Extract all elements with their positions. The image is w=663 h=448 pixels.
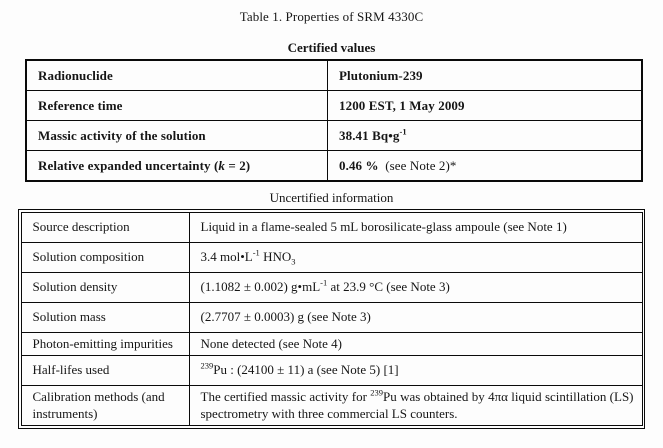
uncertified-information-frame xyxy=(18,209,645,429)
table-row xyxy=(21,212,642,242)
certified-values-heading: Certified values xyxy=(287,40,376,55)
table-row xyxy=(26,151,642,182)
row-value-solution-density: (1.1082 ± 0.002) $g•mL^{-1}$ at 23.9 °C (see Note 3) xyxy=(189,272,642,302)
table-row xyxy=(21,332,642,356)
table-row xyxy=(21,242,642,272)
row-label-solution-density: Solution density xyxy=(21,272,189,302)
row-label-expanded-uncertainty: Relative expanded uncertainty (k = 2) xyxy=(26,151,328,182)
table-row xyxy=(21,272,642,302)
certified-values-table xyxy=(25,59,643,182)
row-value-half-lifes-used: $^{239}$Pu : (24100 ± 11) a (see Note 5) [1] xyxy=(189,356,642,386)
row-label-solution-composition: Solution composition xyxy=(21,242,189,272)
table-row xyxy=(21,356,642,386)
row-value-expanded-uncertainty: 0.46 % (see Note 2)* xyxy=(328,151,643,182)
table-title: Table 1. Properties of SRM 4330C xyxy=(239,9,424,24)
row-value-source-description: Liquid in a flame-sealed 5 mL borosilicate-glass ampoule (see Note 1) xyxy=(189,212,642,242)
uncertified-information-table xyxy=(21,212,643,427)
row-value-massic-activity: 38.41 $Bq•g^{-1}$ xyxy=(328,121,643,151)
row-value-calibration-methods: The certified massic activity for $^{239}$Pu was obtained by 4πα liquid scintillation (LS) spectrometry with three commercial LS counters. xyxy=(189,386,642,426)
row-label-calibration-methods: Calibration methods (and instruments) xyxy=(21,386,189,426)
row-label-reference-time: Reference time xyxy=(26,91,328,121)
row-label-source-description: Source description xyxy=(21,212,189,242)
row-value-reference-time: 1200 EST, 1 May 2009 xyxy=(328,91,643,121)
table-row xyxy=(26,91,642,121)
row-label-solution-mass: Solution mass xyxy=(21,302,189,332)
row-label-massic-activity: Massic activity of the solution xyxy=(26,121,328,151)
table-row xyxy=(26,60,642,91)
row-label-half-lifes-used: Half-lifes used xyxy=(21,356,189,386)
row-value-solution-composition: 3.4 $mol•L^{-1}$ $HNO_3$ xyxy=(189,242,642,272)
row-value-radionuclide: Plutonium-239 xyxy=(328,60,643,91)
row-value-solution-mass: (2.7707 ± 0.0003) g (see Note 3) xyxy=(189,302,642,332)
table-row xyxy=(21,302,642,332)
table-row xyxy=(21,386,642,426)
uncertified-information-heading: Uncertified information xyxy=(269,190,394,205)
row-value-photon-emitting-impurities: None detected (see Note 4) xyxy=(189,332,642,356)
table-row xyxy=(26,121,642,151)
row-label-photon-emitting-impurities: Photon-emitting impurities xyxy=(21,332,189,356)
row-label-radionuclide: Radionuclide xyxy=(26,60,328,91)
